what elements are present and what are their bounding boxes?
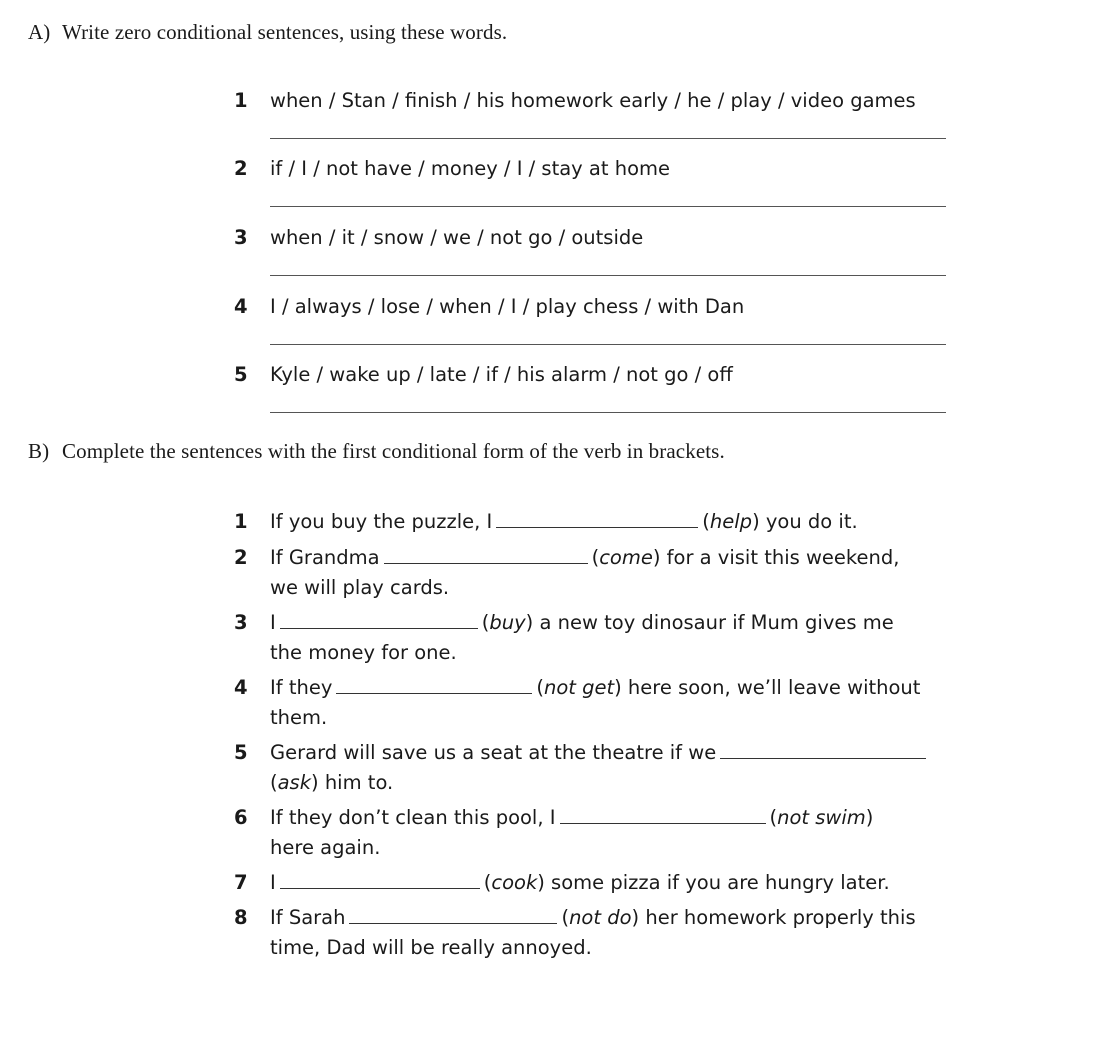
section-a-heading xyxy=(28,20,507,45)
sentence-start: If you buy the puzzle, I xyxy=(270,510,493,533)
section-b-heading xyxy=(28,439,725,464)
sentence-start: If Grandma xyxy=(270,546,380,569)
item-number: 1 xyxy=(234,510,248,533)
exercise-b-item-6: 6 If they don’t clean this pool, I (not swim) here again. xyxy=(234,803,964,863)
item-number: 6 xyxy=(234,806,248,829)
section-b-instruction: Complete the sentences with the first conditional form of the verb in brackets. xyxy=(62,439,725,463)
sentence-start: If Sarah xyxy=(270,906,346,929)
sentence-continuation: the money for one. xyxy=(270,641,457,664)
sentence-continuation: them. xyxy=(270,706,328,729)
answer-line[interactable] xyxy=(270,275,946,276)
sentence-start: If they don’t clean this pool, I xyxy=(270,806,556,829)
sentence-start: If they xyxy=(270,676,333,699)
answer-line[interactable] xyxy=(270,412,946,413)
item-number: 3 xyxy=(234,611,248,634)
sentence-end: some pizza if you are hungry later. xyxy=(544,871,890,894)
exercise-b-item-3: 3 I (buy) a new toy dinosaur if Mum gives me the money for one. xyxy=(234,608,964,668)
sentence-continuation: time, Dad will be really annoyed. xyxy=(270,936,592,959)
verb-hint: not do xyxy=(569,906,632,929)
word-prompt: when / it / snow / we / not go / outside xyxy=(270,226,644,249)
word-prompt: if / I / not have / money / I / stay at home xyxy=(270,157,670,180)
verb-hint: help xyxy=(709,510,753,533)
exercise-b-item-2: 2 If Grandma (come) for a visit this weekend, we will play cards. xyxy=(234,543,964,603)
sentence-end: him to. xyxy=(318,771,394,794)
answer-blank[interactable] xyxy=(720,740,926,759)
sentence-continuation: we will play cards. xyxy=(270,576,450,599)
item-number: 5 xyxy=(234,363,248,386)
word-prompt: I / always / lose / when / I / play chess / with Dan xyxy=(270,295,745,318)
word-prompt: Kyle / wake up / late / if / his alarm / not go / off xyxy=(270,363,733,386)
answer-blank[interactable] xyxy=(349,905,557,924)
sentence-start: Gerard will save us a seat at the theatre if we xyxy=(270,741,717,764)
verb-hint: not get xyxy=(543,676,615,699)
item-number: 4 xyxy=(234,676,248,699)
answer-line[interactable] xyxy=(270,206,946,207)
sentence-end: for a visit this weekend, xyxy=(660,546,900,569)
answer-blank[interactable] xyxy=(560,805,766,824)
item-number: 5 xyxy=(234,741,248,764)
exercise-b-item-1: 1 If you buy the puzzle, I (help) you do it. xyxy=(234,507,964,537)
sentence-continuation: here again. xyxy=(270,836,381,859)
exercise-b-item-4: 4 If they (not get) here soon, we’ll leave without them. xyxy=(234,673,964,733)
verb-hint: ask xyxy=(277,771,312,794)
sentence-start: I xyxy=(270,871,276,894)
answer-blank[interactable] xyxy=(384,545,588,564)
sentence-end: a new toy dinosaur if Mum gives me xyxy=(533,611,894,634)
sentence-start: I xyxy=(270,611,276,634)
exercise-b-item-5: 5 Gerard will save us a seat at the theatre if we (ask) him to. xyxy=(234,738,964,798)
item-number: 1 xyxy=(234,89,248,112)
item-number: 2 xyxy=(234,546,248,569)
item-number: 3 xyxy=(234,226,248,249)
section-b-letter: B) xyxy=(28,439,50,463)
item-number: 7 xyxy=(234,871,248,894)
answer-blank[interactable] xyxy=(336,675,532,694)
item-number: 2 xyxy=(234,157,248,180)
exercise-b-item-8: 8 If Sarah (not do) her homework properly this time, Dad will be really annoyed. xyxy=(234,903,964,963)
answer-line[interactable] xyxy=(270,138,946,139)
answer-blank[interactable] xyxy=(496,509,698,528)
sentence-end: her homework properly this xyxy=(639,906,916,929)
answer-line[interactable] xyxy=(270,344,946,345)
answer-blank[interactable] xyxy=(280,610,478,629)
item-number: 4 xyxy=(234,295,248,318)
section-a-letter: A) xyxy=(28,20,51,44)
item-number: 8 xyxy=(234,906,248,929)
verb-hint: come xyxy=(599,546,653,569)
verb-hint: cook xyxy=(491,871,538,894)
word-prompt: when / Stan / finish / his homework early / he / play / video games xyxy=(270,89,916,112)
answer-blank[interactable] xyxy=(280,870,480,889)
sentence-end: you do it. xyxy=(759,510,858,533)
exercise-b-item-7: 7 I (cook) some pizza if you are hungry later. xyxy=(234,868,964,898)
sentence-end: here soon, we’ll leave without xyxy=(621,676,921,699)
section-a-instruction: Write zero conditional sentences, using these words. xyxy=(62,20,508,44)
verb-hint: buy xyxy=(489,611,526,634)
verb-hint: not swim xyxy=(777,806,866,829)
